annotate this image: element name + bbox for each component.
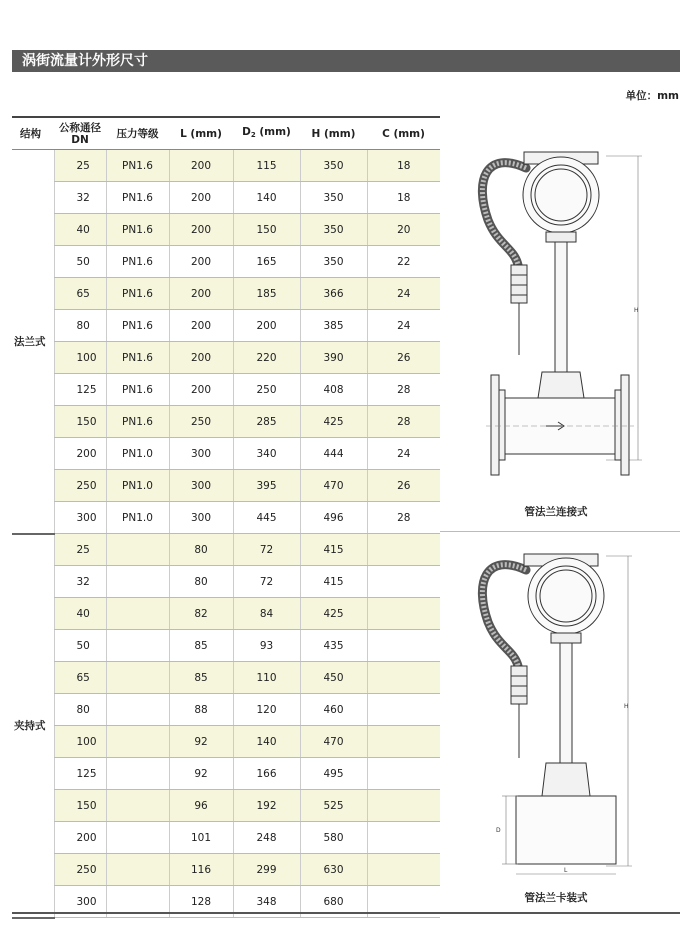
cell-c: 22 <box>367 246 440 278</box>
cell-pressure: PN1.6 <box>106 182 169 214</box>
cell-d2: 140 <box>233 726 300 758</box>
cell-dn: 250 <box>54 854 106 886</box>
table-row <box>12 150 440 182</box>
cell-pressure <box>106 790 169 822</box>
wafer-caption: 管法兰卡装式 <box>524 892 588 904</box>
cell-l: 300 <box>169 470 233 502</box>
cell-dn: 100 <box>54 726 106 758</box>
wafer-dim-d: D <box>496 827 501 834</box>
wafer-meter-drawing <box>466 548 646 882</box>
cell-pressure: PN1.6 <box>106 150 169 182</box>
cell-l: 80 <box>169 534 233 566</box>
cell-dn: 80 <box>54 694 106 726</box>
cell-pressure <box>106 726 169 758</box>
table-row <box>12 374 440 406</box>
cell-l: 88 <box>169 694 233 726</box>
dimension-table <box>12 116 440 919</box>
cell-c: 24 <box>367 278 440 310</box>
wafer-category-label: 夹持式 <box>12 534 54 918</box>
cell-pressure <box>106 758 169 790</box>
cell-dn: 300 <box>54 886 106 918</box>
cell-d2: 200 <box>233 310 300 342</box>
cell-l: 92 <box>169 758 233 790</box>
cell-dn: 300 <box>54 502 106 534</box>
header-dn-line2: DN <box>71 133 89 146</box>
cell-c <box>367 566 440 598</box>
cell-d2: 192 <box>233 790 300 822</box>
cell-h: 350 <box>300 182 367 214</box>
cell-pressure: PN1.6 <box>106 342 169 374</box>
cell-pressure: PN1.6 <box>106 374 169 406</box>
cell-l: 200 <box>169 342 233 374</box>
table-row <box>12 662 440 694</box>
cell-dn: 100 <box>54 342 106 374</box>
divider <box>440 531 680 532</box>
cell-h: 470 <box>300 470 367 502</box>
cell-c <box>367 662 440 694</box>
header-d2-suffix: (mm) <box>255 126 291 138</box>
cell-pressure: PN1.0 <box>106 502 169 534</box>
cell-l: 200 <box>169 246 233 278</box>
cell-c <box>367 758 440 790</box>
table-row <box>12 310 440 342</box>
cell-d2: 220 <box>233 342 300 374</box>
cell-c: 28 <box>367 374 440 406</box>
table-body <box>12 150 440 918</box>
cell-pressure <box>106 566 169 598</box>
cell-l: 128 <box>169 886 233 918</box>
cell-h: 680 <box>300 886 367 918</box>
cell-d2: 340 <box>233 438 300 470</box>
cell-pressure: PN1.0 <box>106 438 169 470</box>
cell-h: 366 <box>300 278 367 310</box>
cell-dn: 80 <box>54 310 106 342</box>
cell-h: 444 <box>300 438 367 470</box>
cell-dn: 32 <box>54 182 106 214</box>
cell-l: 92 <box>169 726 233 758</box>
cell-c: 26 <box>367 470 440 502</box>
cell-dn: 25 <box>54 150 106 182</box>
cell-d2: 165 <box>233 246 300 278</box>
cell-h: 390 <box>300 342 367 374</box>
table-row <box>12 694 440 726</box>
table-row <box>12 854 440 886</box>
cell-c: 24 <box>367 438 440 470</box>
cell-c <box>367 598 440 630</box>
cell-d2: 110 <box>233 662 300 694</box>
cell-d2: 115 <box>233 150 300 182</box>
cell-dn: 150 <box>54 790 106 822</box>
flange-category-label: 法兰式 <box>12 150 54 534</box>
cell-d2: 150 <box>233 214 300 246</box>
cell-dn: 200 <box>54 438 106 470</box>
cell-c: 18 <box>367 150 440 182</box>
cell-l: 116 <box>169 854 233 886</box>
table-row <box>12 342 440 374</box>
header-c: C (mm) <box>367 117 440 150</box>
table-row <box>12 470 440 502</box>
table-header-row <box>12 117 440 150</box>
table-row <box>12 566 440 598</box>
cell-d2: 299 <box>233 854 300 886</box>
cell-d2: 140 <box>233 182 300 214</box>
cell-l: 101 <box>169 822 233 854</box>
cell-dn: 25 <box>54 534 106 566</box>
cell-h: 408 <box>300 374 367 406</box>
header-h: H (mm) <box>300 117 367 150</box>
cell-d2: 72 <box>233 534 300 566</box>
cell-d2: 120 <box>233 694 300 726</box>
cell-d2: 84 <box>233 598 300 630</box>
bottom-rule <box>12 912 680 914</box>
cell-dn: 250 <box>54 470 106 502</box>
cell-l: 250 <box>169 406 233 438</box>
cell-d2: 72 <box>233 566 300 598</box>
cell-pressure <box>106 534 169 566</box>
flange-dim-h: H <box>634 307 639 314</box>
cell-h: 415 <box>300 566 367 598</box>
cell-dn: 65 <box>54 662 106 694</box>
table-row <box>12 278 440 310</box>
cell-l: 200 <box>169 310 233 342</box>
cell-pressure: PN1.0 <box>106 470 169 502</box>
cell-pressure <box>106 854 169 886</box>
header-structure: 结构 <box>12 117 54 150</box>
cell-h: 385 <box>300 310 367 342</box>
cell-c <box>367 726 440 758</box>
cell-dn: 150 <box>54 406 106 438</box>
cell-l: 300 <box>169 502 233 534</box>
cell-h: 350 <box>300 246 367 278</box>
cell-h: 525 <box>300 790 367 822</box>
cell-d2: 445 <box>233 502 300 534</box>
cell-h: 350 <box>300 214 367 246</box>
cell-c <box>367 790 440 822</box>
cell-c: 28 <box>367 406 440 438</box>
table-row <box>12 630 440 662</box>
cell-d2: 395 <box>233 470 300 502</box>
cell-dn: 65 <box>54 278 106 310</box>
cell-c: 24 <box>367 310 440 342</box>
cell-h: 580 <box>300 822 367 854</box>
page-title: 涡街流量计外形尺寸 <box>12 50 680 72</box>
cell-l: 96 <box>169 790 233 822</box>
cell-h: 460 <box>300 694 367 726</box>
table-row <box>12 790 440 822</box>
table-row <box>12 822 440 854</box>
cell-pressure: PN1.6 <box>106 214 169 246</box>
cell-dn: 50 <box>54 630 106 662</box>
cell-d2: 285 <box>233 406 300 438</box>
cell-pressure <box>106 694 169 726</box>
header-l: L (mm) <box>169 117 233 150</box>
cell-pressure <box>106 630 169 662</box>
wafer-dim-l: L <box>564 867 568 874</box>
wafer-dim-h: H <box>624 703 629 710</box>
cell-pressure: PN1.6 <box>106 310 169 342</box>
cell-h: 450 <box>300 662 367 694</box>
cell-d2: 166 <box>233 758 300 790</box>
table-row <box>12 214 440 246</box>
cell-dn: 125 <box>54 758 106 790</box>
cell-l: 85 <box>169 662 233 694</box>
table-row <box>12 182 440 214</box>
cell-h: 496 <box>300 502 367 534</box>
cell-pressure: PN1.6 <box>106 278 169 310</box>
cell-d2: 93 <box>233 630 300 662</box>
cell-h: 470 <box>300 726 367 758</box>
table-row <box>12 502 440 534</box>
cell-dn: 32 <box>54 566 106 598</box>
cell-d2: 185 <box>233 278 300 310</box>
cell-d2: 250 <box>233 374 300 406</box>
cell-c: 20 <box>367 214 440 246</box>
header-dn <box>54 117 106 150</box>
cell-pressure <box>106 822 169 854</box>
cell-h: 425 <box>300 598 367 630</box>
cell-h: 350 <box>300 150 367 182</box>
flange-meter-drawing <box>466 140 646 490</box>
cell-c <box>367 822 440 854</box>
cell-l: 200 <box>169 214 233 246</box>
cell-pressure <box>106 598 169 630</box>
cell-l: 200 <box>169 182 233 214</box>
cell-h: 415 <box>300 534 367 566</box>
table-row <box>12 534 440 566</box>
table-row <box>12 438 440 470</box>
unit-label: 单位：mm <box>625 90 679 102</box>
table-row <box>12 598 440 630</box>
cell-d2: 348 <box>233 886 300 918</box>
cell-c <box>367 630 440 662</box>
cell-h: 425 <box>300 406 367 438</box>
cell-l: 200 <box>169 374 233 406</box>
cell-pressure: PN1.6 <box>106 246 169 278</box>
cell-dn: 50 <box>54 246 106 278</box>
cell-pressure: PN1.6 <box>106 406 169 438</box>
cell-pressure <box>106 662 169 694</box>
cell-c: 18 <box>367 182 440 214</box>
header-d2-sub: 2 <box>250 131 256 139</box>
cell-h: 495 <box>300 758 367 790</box>
header-dn-line1: 公称通径 <box>59 121 101 134</box>
cell-dn: 200 <box>54 822 106 854</box>
table-row <box>12 246 440 278</box>
header-pressure: 压力等级 <box>106 117 169 150</box>
cell-dn: 40 <box>54 598 106 630</box>
header-d2-prefix: D <box>242 126 251 138</box>
cell-dn: 125 <box>54 374 106 406</box>
table-row <box>12 758 440 790</box>
cell-dn: 40 <box>54 214 106 246</box>
cell-d2: 248 <box>233 822 300 854</box>
flange-caption: 管法兰连接式 <box>524 506 588 518</box>
cell-h: 435 <box>300 630 367 662</box>
cell-c: 28 <box>367 502 440 534</box>
cell-c <box>367 854 440 886</box>
header-d2 <box>233 117 300 150</box>
cell-l: 80 <box>169 566 233 598</box>
cell-c <box>367 694 440 726</box>
cell-l: 200 <box>169 278 233 310</box>
cell-c <box>367 534 440 566</box>
cell-l: 300 <box>169 438 233 470</box>
table-row <box>12 406 440 438</box>
cell-l: 82 <box>169 598 233 630</box>
table-row <box>12 726 440 758</box>
cell-h: 630 <box>300 854 367 886</box>
cell-l: 85 <box>169 630 233 662</box>
cell-l: 200 <box>169 150 233 182</box>
cell-c: 26 <box>367 342 440 374</box>
